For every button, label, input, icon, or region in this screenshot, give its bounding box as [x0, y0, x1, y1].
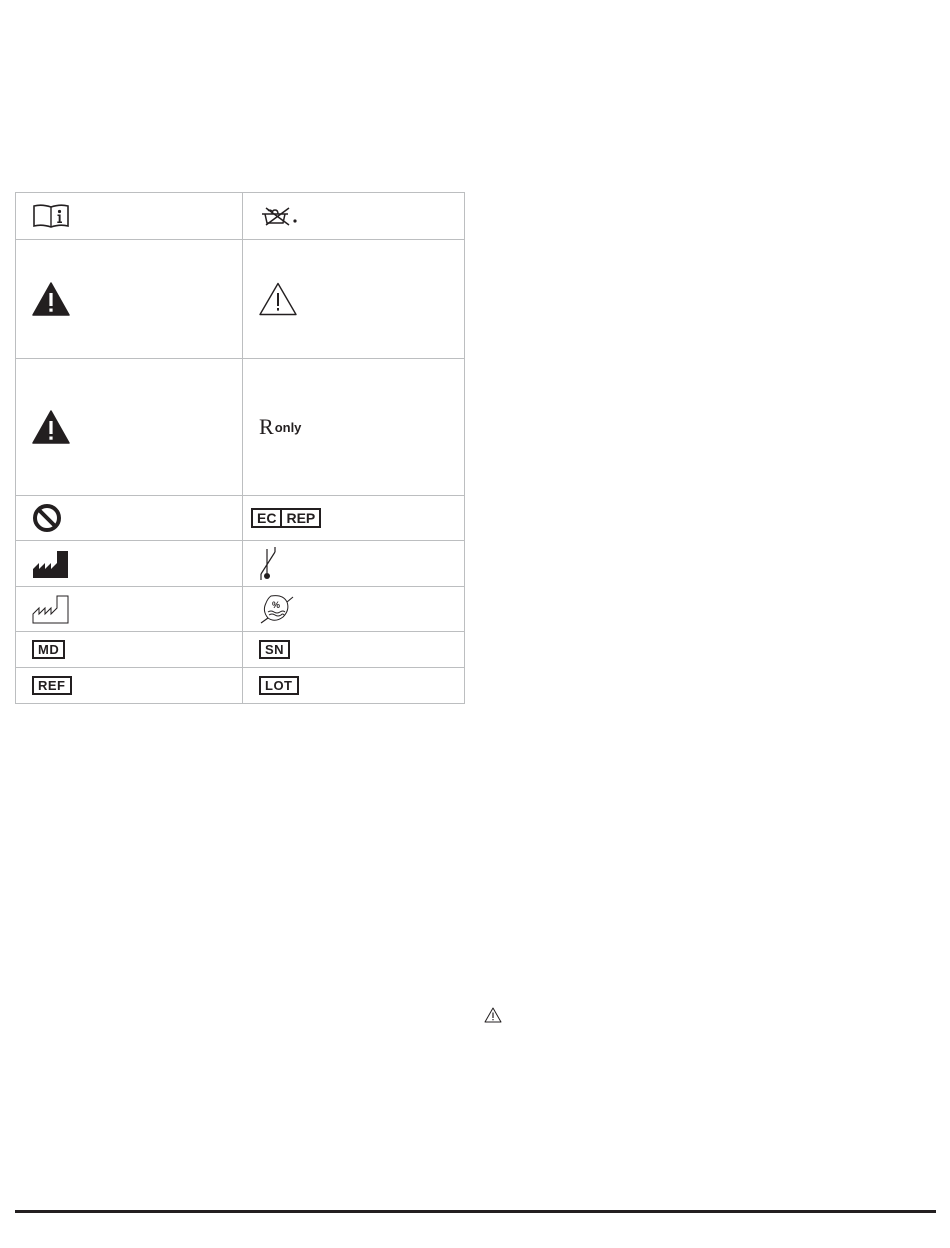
- table-row: [16, 541, 465, 587]
- symbol-cell: [16, 632, 243, 668]
- catalogue-number-icon: REF: [32, 676, 72, 695]
- rep-label: REP: [280, 510, 319, 526]
- manufacturer-icon: [32, 549, 70, 579]
- symbol-cell: [243, 496, 465, 541]
- date-of-manufacture-icon: [32, 594, 70, 624]
- symbol-cell: [16, 496, 243, 541]
- symbol-cell: [243, 240, 465, 359]
- symbol-cell: [16, 359, 243, 496]
- warning-filled-icon: [32, 410, 70, 444]
- symbol-cell: [16, 193, 243, 240]
- symbol-cell: [16, 541, 243, 587]
- symbol-cell: [243, 632, 465, 668]
- footer-rule: [15, 1210, 936, 1213]
- rx-mark: R: [259, 414, 274, 439]
- temperature-limit-icon: [259, 546, 283, 582]
- rx-only-icon: [259, 416, 301, 438]
- batch-code-icon: LOT: [259, 676, 299, 695]
- table-row: [16, 193, 465, 240]
- symbol-cell: [16, 668, 243, 704]
- table-row: [16, 359, 465, 496]
- symbol-cell: [243, 359, 465, 496]
- symbol-cell: [16, 587, 243, 632]
- symbol-cell: [243, 193, 465, 240]
- symbol-cell: [243, 541, 465, 587]
- symbol-cell: [243, 587, 465, 632]
- symbol-table: [15, 192, 465, 704]
- symbol-cell: [16, 240, 243, 359]
- caution-outline-icon: [259, 282, 297, 316]
- serial-number-icon: SN: [259, 640, 290, 659]
- medical-device-icon: MD: [32, 640, 65, 659]
- ec-label: EC: [257, 510, 277, 526]
- table-row: [16, 587, 465, 632]
- table-row: [16, 632, 465, 668]
- svg-text:%: %: [271, 600, 281, 610]
- single-patient-multiple-use-icon: [259, 206, 303, 226]
- symbol-cell: [243, 668, 465, 704]
- table-row: [16, 240, 465, 359]
- ec-rep-icon: [251, 508, 321, 528]
- table-row: [16, 496, 465, 541]
- do-not-icon: [32, 503, 62, 533]
- rx-only-label: only: [274, 420, 302, 435]
- caution-small-icon: [484, 1007, 502, 1023]
- humidity-limit-icon: [259, 592, 295, 626]
- consult-instructions-icon: [32, 203, 70, 229]
- table-row: [16, 668, 465, 704]
- warning-filled-icon: [32, 282, 70, 316]
